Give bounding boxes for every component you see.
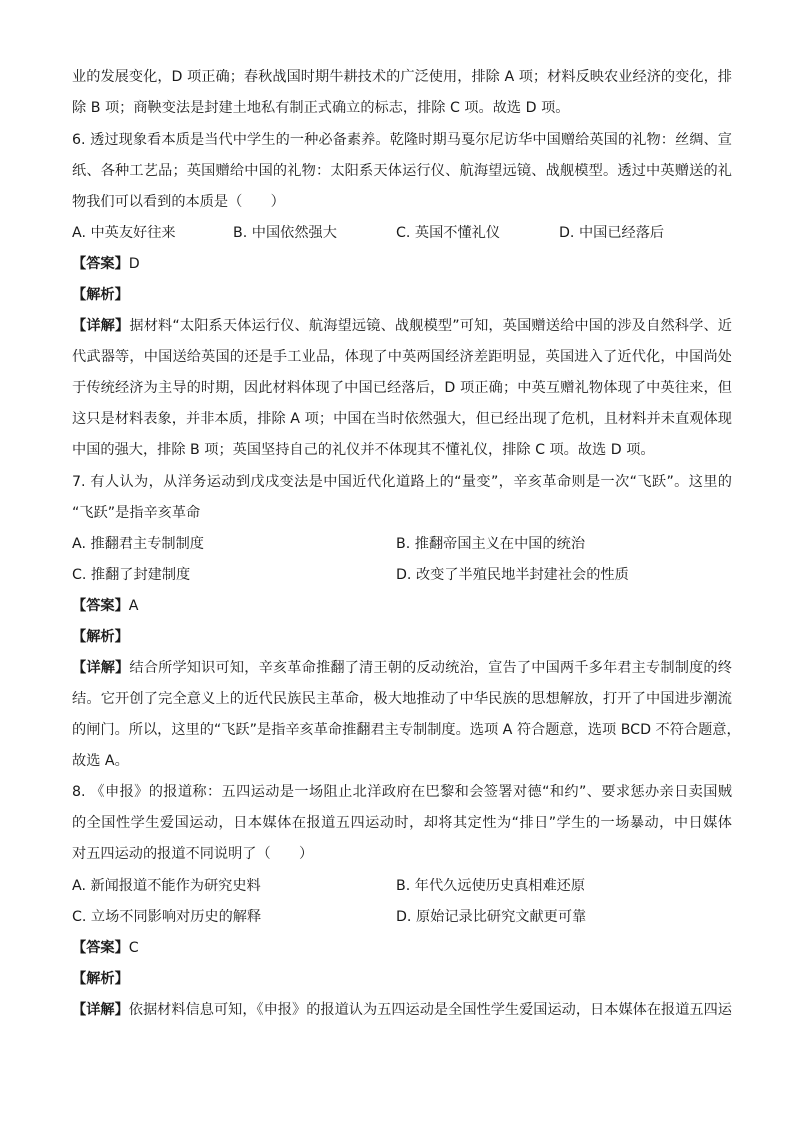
q7-stem-line-1: 7. 有人认为，从洋务运动到戊戌变法是中国近代化道路上的“量变”，辛亥革命则是一次“飞跃”。这里的 bbox=[72, 474, 732, 490]
q7-option-a: A. 推翻君主专制制度 bbox=[72, 536, 204, 552]
answer-value: C bbox=[128, 940, 139, 956]
q6-analysis-tag: 【解析】 bbox=[72, 287, 129, 303]
q6-answer bbox=[72, 254, 140, 274]
answer-value: D bbox=[128, 256, 140, 272]
answer-tag: 【答案】 bbox=[72, 598, 129, 614]
q6-stem-line-2: 纸、各种工艺品；英国赠给中国的礼物：太阳系天体运行仪、航海望远镜、战舰模型。透过中英赠送的礼 bbox=[72, 163, 732, 179]
detail-tag: 【详解】 bbox=[72, 1002, 129, 1018]
q7-detail-line-4: 故选 A。 bbox=[72, 753, 129, 769]
q7-answer bbox=[72, 596, 138, 616]
continuation-line-1: 业的发展变化，D 项正确；春秋战国时期牛耕技术的广泛使用，排除 A 项；材料反映农业经济的变化，排 bbox=[72, 69, 732, 85]
detail-tag: 【详解】 bbox=[72, 318, 130, 334]
q8-option-a: A. 新闻报道不能作为研究史料 bbox=[72, 878, 261, 894]
detail-text: 依据材料信息可知，《申报》的报道认为五四运动是全国性学生爱国运动，日本媒体在报道五四运 bbox=[128, 1002, 732, 1018]
q7-option-b: B. 推翻帝国主义在中国的统治 bbox=[396, 536, 586, 552]
q6-detail-line-2: 代武器等，中国送给英国的还是手工业品，体现了中英两国经济差距明显，英国进入了近代化，中国尚处 bbox=[72, 349, 732, 365]
detail-tag: 【详解】 bbox=[72, 660, 130, 676]
q7-option-d: D. 改变了半殖民地半封建社会的性质 bbox=[396, 567, 629, 583]
q7-detail-line-2: 结。它开创了完全意义上的近代民族民主革命，极大地推动了中华民族的思想解放，打开了中国进步潮流 bbox=[72, 691, 732, 707]
q6-detail-line-3: 于传统经济为主导的时期，因此材料体现了中国已经落后，D 项正确；中英互赠礼物体现了中英往来，但 bbox=[72, 380, 732, 396]
continuation-line-2: 除 B 项；商鞅变法是封建土地私有制正式确立的标志，排除 C 项。故选 D 项。 bbox=[72, 100, 570, 116]
q6-option-b: B. 中国依然强大 bbox=[233, 225, 337, 241]
q6-detail-line-4: 这只是材料表象，并非本质，排除 A 项；中国在当时依然强大，但已经出现了危机，且材料并未直观体现 bbox=[72, 411, 732, 427]
q8-stem-line-2: 的全国性学生爱国运动，日本媒体在报道五四运动时，却将其定性为“排日”学生的一场暴动，中日媒体 bbox=[72, 815, 732, 831]
detail-text: 据材料“太阳系天体运行仪、航海望远镜、战舰模型”可知，英国赠送给中国的涉及自然科学、近 bbox=[129, 318, 732, 334]
q8-analysis-tag: 【解析】 bbox=[72, 971, 129, 987]
answer-value: A bbox=[128, 598, 139, 614]
q8-stem-line-1: 8. 《申报》的报道称：五四运动是一场阻止北洋政府在巴黎和会签署对德“和约”、要求惩办亲日卖国贼 bbox=[72, 784, 732, 800]
q6-detail-line-5: 中国的强大，排除 B 项；英国坚持自己的礼仪并不体现其不懂礼仪，排除 C 项。故选 D 项。 bbox=[72, 442, 655, 458]
q6-option-a: A. 中英友好往来 bbox=[72, 225, 176, 241]
q8-answer bbox=[72, 938, 139, 958]
q7-option-c: C. 推翻了封建制度 bbox=[72, 567, 191, 583]
q7-detail-line-3: 的闸门。所以，这里的“飞跃”是指辛亥革命推翻君主专制制度。选项 A 符合题意，选项 BCD 不符合题意， bbox=[72, 722, 741, 738]
q6-detail-line-1 bbox=[72, 316, 732, 336]
q8-option-b: B. 年代久远使历史真相难还原 bbox=[396, 878, 586, 894]
q6-option-d: D. 中国已经落后 bbox=[559, 225, 665, 241]
answer-tag: 【答案】 bbox=[72, 940, 129, 956]
q7-analysis-tag: 【解析】 bbox=[72, 629, 129, 645]
detail-text: 结合所学知识可知，辛亥革命推翻了清王朝的反动统治，宣告了中国两千多年君主专制制度的终 bbox=[129, 660, 732, 676]
q8-option-d: D. 原始记录比研究文献更可靠 bbox=[396, 909, 587, 925]
q7-detail-line-1 bbox=[72, 658, 732, 678]
q8-detail-line-1 bbox=[72, 1000, 732, 1020]
q8-stem-line-3: 对五四运动的报道不同说明了（ ） bbox=[72, 846, 314, 862]
q7-stem-line-2: “飞跃”是指辛亥革命 bbox=[72, 505, 201, 521]
q6-stem-line-1: 6. 透过现象看本质是当代中学生的一种必备素养。乾隆时期马戛尔尼访华中国赠给英国的礼物：丝绸、宣 bbox=[72, 132, 732, 148]
answer-tag: 【答案】 bbox=[72, 256, 129, 272]
q6-stem-line-3: 物我们可以看到的本质是（ ） bbox=[72, 194, 285, 210]
q8-option-c: C. 立场不同影响对历史的解释 bbox=[72, 909, 262, 925]
q6-option-c: C. 英国不懂礼仪 bbox=[396, 225, 501, 241]
